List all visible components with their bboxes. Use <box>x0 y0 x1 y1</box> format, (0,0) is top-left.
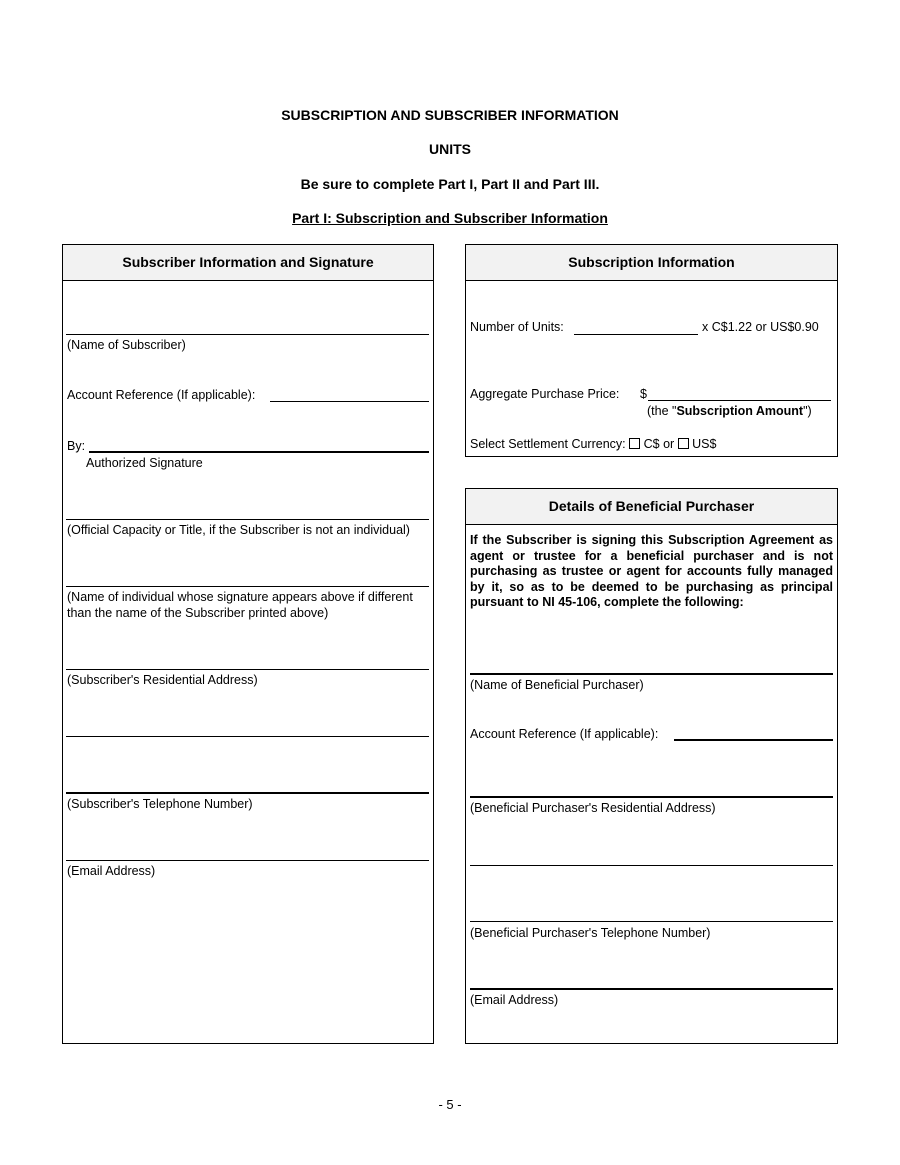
page-subtitle: UNITS <box>429 141 471 157</box>
units-field[interactable] <box>574 334 698 335</box>
by-label: By: <box>67 439 86 453</box>
part-title: Part I: Subscription and Subscriber Information <box>292 210 608 226</box>
authorized-signature-label: Authorized Signature <box>86 456 203 470</box>
telephone-label: (Subscriber's Telephone Number) <box>67 797 253 811</box>
official-capacity-label: (Official Capacity or Title, if the Subscriber is not an individual) <box>67 523 410 537</box>
units-label: Number of Units: <box>470 320 564 334</box>
residential-address-field-2[interactable] <box>66 736 429 737</box>
residential-address-field[interactable] <box>66 669 429 670</box>
beneficial-address-field[interactable] <box>470 796 833 798</box>
individual-name-label-line1: (Name of individual whose signature appears above if different <box>67 590 413 604</box>
usd-option-label: US$ <box>692 437 717 451</box>
usd-checkbox[interactable] <box>678 438 689 449</box>
or-text: or <box>663 437 675 451</box>
account-reference-field[interactable] <box>270 401 429 402</box>
beneficial-email-field[interactable] <box>470 988 833 990</box>
beneficial-name-field[interactable] <box>470 673 833 675</box>
subscriber-info-heading: Subscriber Information and Signature <box>63 245 433 281</box>
account-reference-label: Account Reference (If applicable): <box>67 388 256 402</box>
subscription-info-box <box>465 244 838 457</box>
email-field[interactable] <box>66 860 429 861</box>
page-title: SUBSCRIPTION AND SUBSCRIBER INFORMATION <box>281 107 619 123</box>
currency-symbol: $ <box>640 387 647 401</box>
unit-price-text: x C$1.22 or US$0.90 <box>702 320 819 334</box>
individual-name-label-line2: than the name of the Subscriber printed above) <box>67 606 329 620</box>
subscription-info-heading: Subscription Information <box>466 245 837 281</box>
residential-address-label: (Subscriber's Residential Address) <box>67 673 258 687</box>
subscriber-name-field[interactable] <box>66 334 429 335</box>
subscription-amount-note: (the "Subscription Amount") <box>647 404 812 418</box>
beneficial-telephone-label: (Beneficial Purchaser's Telephone Number) <box>470 926 711 940</box>
beneficial-telephone-field[interactable] <box>470 921 833 922</box>
beneficial-instructions: If the Subscriber is signing this Subscription Agreement as agent or trustee for a beneficial purchaser and is not purchasing as trustee or agent for accounts fully managed by it, so as to be deemed to be purchasing as principal pursuant to NI 45-106, complete the following: <box>470 533 833 609</box>
aggregate-price-field[interactable] <box>648 400 831 401</box>
subscriber-name-label: (Name of Subscriber) <box>67 338 186 352</box>
official-capacity-field[interactable] <box>66 519 429 520</box>
beneficial-name-label: (Name of Beneficial Purchaser) <box>470 678 644 692</box>
signature-field[interactable] <box>89 451 429 453</box>
telephone-field[interactable] <box>66 792 429 794</box>
instruction-text: Be sure to complete Part I, Part II and Part III. <box>300 176 600 192</box>
beneficial-account-field[interactable] <box>674 739 833 741</box>
beneficial-purchaser-box <box>465 488 838 1044</box>
settlement-currency-label: Select Settlement Currency: <box>470 437 626 451</box>
page-number: - 5 - <box>438 1097 462 1112</box>
subscriber-info-box <box>62 244 434 1044</box>
aggregate-price-label: Aggregate Purchase Price: <box>470 387 620 401</box>
beneficial-account-label: Account Reference (If applicable): <box>470 727 659 741</box>
beneficial-address-label: (Beneficial Purchaser's Residential Address) <box>470 801 716 815</box>
beneficial-email-label: (Email Address) <box>470 993 559 1007</box>
individual-name-field[interactable] <box>66 586 429 587</box>
email-label: (Email Address) <box>67 864 156 878</box>
settlement-currency-row <box>470 437 716 451</box>
beneficial-purchaser-heading: Details of Beneficial Purchaser <box>466 489 837 525</box>
cad-checkbox[interactable] <box>629 438 640 449</box>
beneficial-address-field-2[interactable] <box>470 865 833 866</box>
cad-option-label: C$ <box>643 437 660 451</box>
